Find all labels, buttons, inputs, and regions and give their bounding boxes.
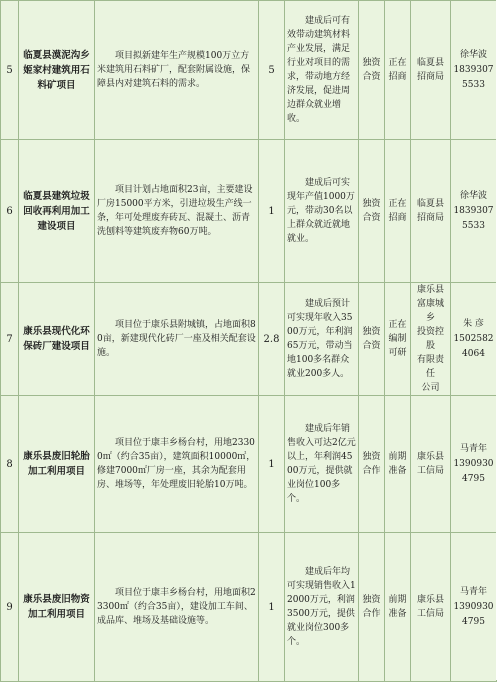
project-content-cell xyxy=(95,533,259,682)
contact-info-cell xyxy=(451,140,497,283)
contact-phone: 18393075533 xyxy=(453,205,494,231)
responsible-department: 康乐县 富康城乡 投资控股 有限责任 公司 xyxy=(416,285,444,393)
contact-info-cell xyxy=(451,396,497,533)
investment-amount-cell xyxy=(259,1,285,140)
project-name: 康乐县现代化环保砖厂建设项目 xyxy=(23,326,90,352)
economic-benefit-cell xyxy=(285,396,359,533)
row-number: 5 xyxy=(6,64,13,76)
cooperation-mode: 独资 合作 xyxy=(362,452,381,476)
investment-amount: 2.8 xyxy=(263,333,280,345)
economic-benefit-text: 建成后可有效带动建筑材料产业发展，满足行业对项目的需求，带动地方经济发展，促进周边群众就业增收。 xyxy=(287,16,351,124)
contact-info-cell xyxy=(451,533,497,682)
project-status: 正在 招商 xyxy=(388,58,407,82)
project-content-cell xyxy=(95,1,259,140)
economic-benefit-text: 建成后年均可实现销售收入12000万元，利润3500万元，提供就业岗位300多个。 xyxy=(287,567,356,647)
contact-info-cell xyxy=(451,1,497,140)
economic-benefit-cell xyxy=(285,1,359,140)
cooperation-mode: 独资 合资 xyxy=(362,327,381,351)
cooperation-mode-cell xyxy=(359,140,385,283)
responsible-department: 康乐县 工信局 xyxy=(416,452,444,476)
project-status-cell xyxy=(385,283,411,396)
investment-amount: 5 xyxy=(268,64,275,76)
project-name-cell xyxy=(19,1,95,140)
table-row xyxy=(1,396,497,533)
cooperation-mode: 独资 合资 xyxy=(362,199,381,223)
project-status-cell xyxy=(385,1,411,140)
economic-benefit-cell xyxy=(285,140,359,283)
project-content-text: 项目计划占地面积23亩，主要建设厂房15000平方米，引进垃圾生产线一条，年可处理废弃砖瓦、混凝土、沥青洗刨料等建筑废弃物60万吨。 xyxy=(97,185,253,237)
contact-phone: 18393075533 xyxy=(453,64,494,90)
investment-amount-cell xyxy=(259,533,285,682)
economic-benefit xyxy=(287,176,356,246)
contact-phone: 13909304795 xyxy=(453,601,494,627)
responsible-department-cell xyxy=(411,1,451,140)
economic-benefit-cell xyxy=(285,283,359,396)
cooperation-mode-cell xyxy=(359,1,385,140)
project-name-cell xyxy=(19,283,95,396)
cooperation-mode-cell xyxy=(359,533,385,682)
economic-benefit xyxy=(287,422,356,506)
row-number-cell xyxy=(1,533,19,682)
project-content-cell xyxy=(95,140,259,283)
investment-amount: 1 xyxy=(268,458,275,470)
project-name-cell xyxy=(19,140,95,283)
economic-benefit xyxy=(287,565,356,649)
row-number-cell xyxy=(1,1,19,140)
table-row xyxy=(1,140,497,283)
project-content xyxy=(97,318,256,360)
project-status-cell xyxy=(385,533,411,682)
row-number: 6 xyxy=(6,205,13,217)
project-content-text: 项目位于康丰乡杨台村，用地面积23300㎡（约合35亩），建设加工车间、成品库、堆场及基础设施等。 xyxy=(97,588,256,626)
responsible-department-cell xyxy=(411,140,451,283)
responsible-department: 康乐县 工信局 xyxy=(416,595,444,619)
cooperation-mode-cell xyxy=(359,283,385,396)
contact-phone: 13909304795 xyxy=(453,458,494,484)
project-status: 前期 准备 xyxy=(388,595,407,619)
project-name-cell xyxy=(19,396,95,533)
contact-name: 徐华波 xyxy=(459,49,487,60)
row-number: 9 xyxy=(6,601,13,613)
cooperation-mode: 独资 合资 xyxy=(362,58,381,82)
project-status: 正在 编制 可研 xyxy=(388,320,407,358)
economic-benefit-text: 建成后预计可实现年收入3500万元，年利润65万元，带动当地100多名群众就业200多人。 xyxy=(287,299,353,379)
table-body xyxy=(1,1,497,682)
responsible-department-cell xyxy=(411,533,451,682)
economic-benefit-text: 建成后年销售收入可达2亿元以上，年利润4500万元，提供就业岗位100多个。 xyxy=(287,424,356,504)
project-content-cell xyxy=(95,283,259,396)
project-name: 临夏县建筑垃圾回收再利用加工建设项目 xyxy=(23,190,90,232)
investment-amount: 1 xyxy=(268,601,275,613)
project-status-cell xyxy=(385,140,411,283)
responsible-department-cell xyxy=(411,283,451,396)
investment-amount-cell xyxy=(259,283,285,396)
row-number: 7 xyxy=(6,333,13,345)
contact-name: 马青年 xyxy=(459,586,487,597)
economic-benefit-text: 建成后可实现年产值1000万元，带动30名以上群众就近就地就业。 xyxy=(287,178,355,244)
project-content-text: 项目拟新建年生产规模100万立方米建筑用石料矿厂，配套附属设施，保障县内对建筑石料的需求。 xyxy=(97,51,251,89)
table-row xyxy=(1,1,497,140)
cooperation-mode-cell xyxy=(359,396,385,533)
economic-benefit xyxy=(287,14,356,126)
project-content-text: 项目位于康丰乡杨台村，用地23300㎡（约合35亩），建筑面积10000㎡，修建7000㎡厂房一座，其余为配套用房、堆场等，年处理废旧轮胎10万吨。 xyxy=(97,438,256,490)
row-number: 8 xyxy=(6,458,13,470)
economic-benefit-cell xyxy=(285,533,359,682)
investment-amount: 1 xyxy=(268,205,275,217)
project-status-cell xyxy=(385,396,411,533)
project-content-text: 项目位于康乐县附城镇，占地面积80亩，新建现代化砖厂一座及相关配套设施。 xyxy=(97,320,256,358)
page-margin xyxy=(496,0,500,680)
table-row xyxy=(1,283,497,396)
project-name-cell xyxy=(19,533,95,682)
investment-amount-cell xyxy=(259,140,285,283)
project-name: 康乐县废旧轮胎加工利用项目 xyxy=(23,451,90,477)
responsible-department-cell xyxy=(411,396,451,533)
contact-name: 朱 彦 xyxy=(463,318,484,329)
project-status: 正在 招商 xyxy=(388,199,407,223)
contact-name: 马青年 xyxy=(459,443,487,454)
project-content xyxy=(97,436,256,492)
contact-phone: 15025824064 xyxy=(453,333,494,359)
project-content xyxy=(97,183,256,239)
project-status: 前期 准备 xyxy=(388,452,407,476)
responsible-department: 临夏县 招商局 xyxy=(416,58,444,82)
project-content xyxy=(97,586,256,628)
row-number-cell xyxy=(1,283,19,396)
project-name: 康乐县废旧物资加工利用项目 xyxy=(23,594,90,620)
contact-info-cell xyxy=(451,283,497,396)
cooperation-mode: 独资 合作 xyxy=(362,595,381,619)
row-number-cell xyxy=(1,396,19,533)
row-number-cell xyxy=(1,140,19,283)
responsible-department: 临夏县 招商局 xyxy=(416,199,444,223)
project-content-cell xyxy=(95,396,259,533)
table-row xyxy=(1,533,497,682)
project-content xyxy=(97,49,256,91)
investment-amount-cell xyxy=(259,396,285,533)
contact-name: 徐华波 xyxy=(459,190,487,201)
project-name: 临夏县漠泥沟乡姬家村建筑用石料矿项目 xyxy=(23,49,90,91)
economic-benefit xyxy=(287,297,356,381)
